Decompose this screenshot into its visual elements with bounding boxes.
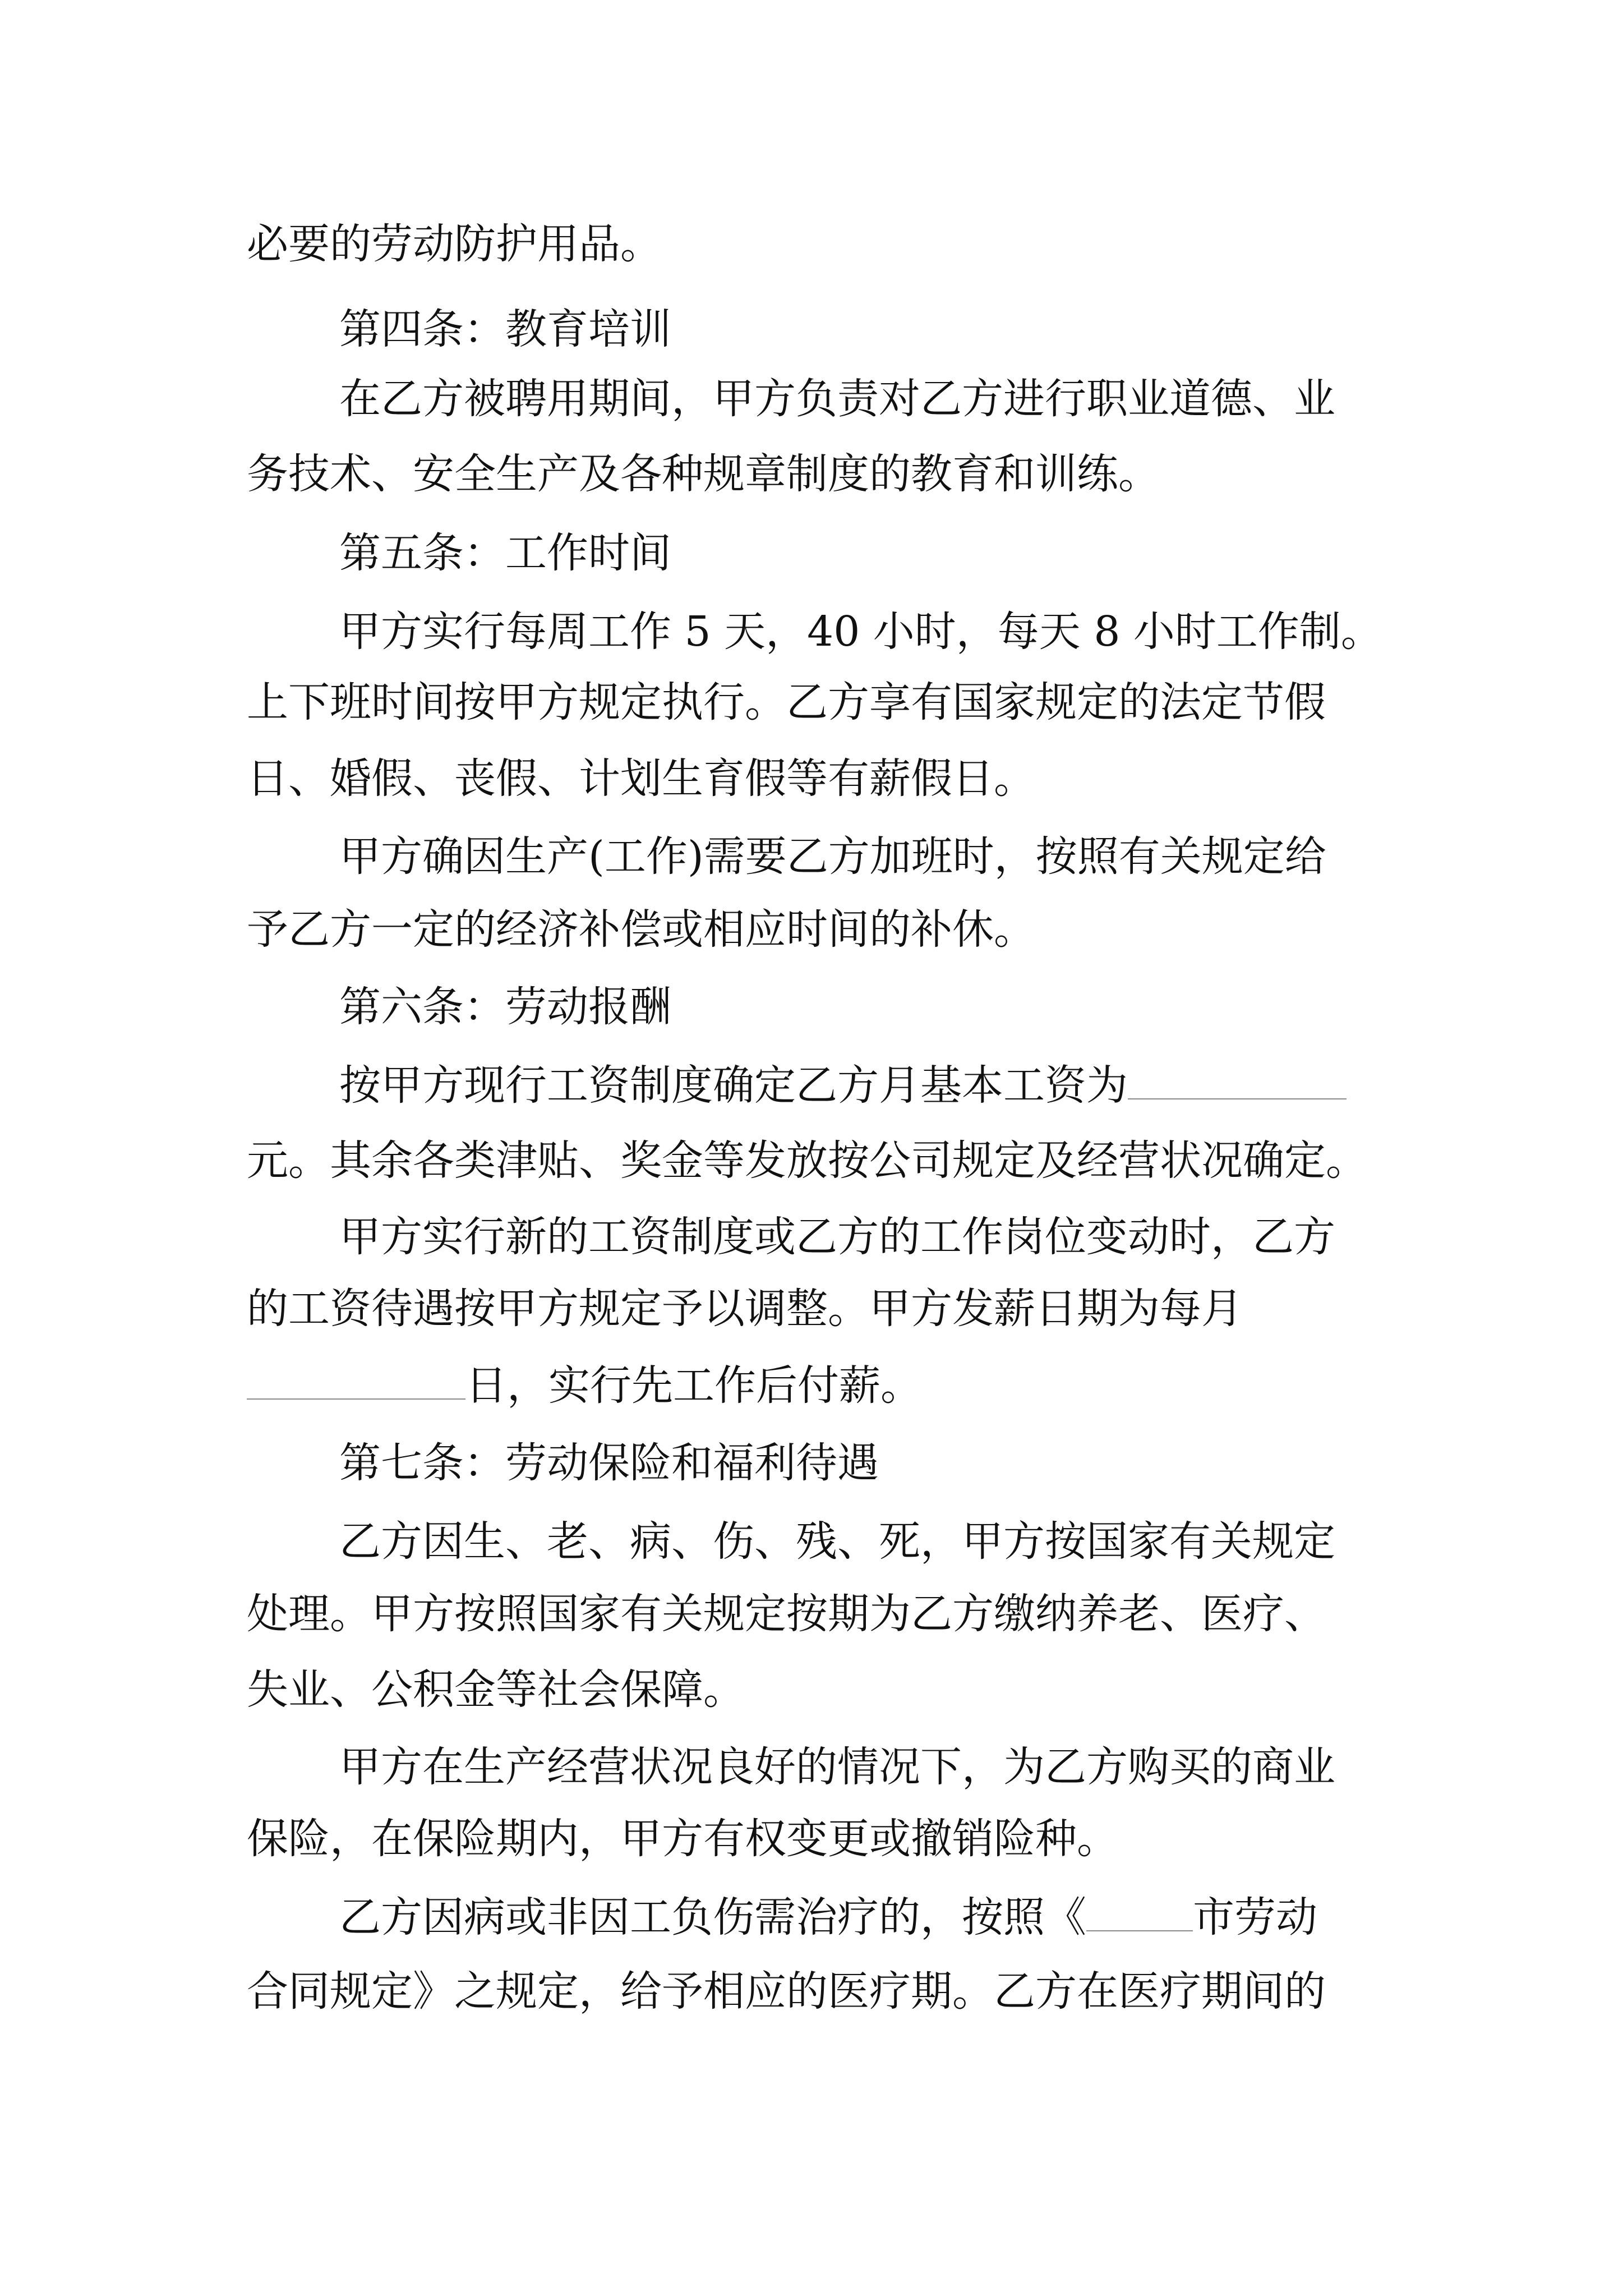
text-line: 元。其余各类津贴、奖金等发放按公司规定及经营状况确定。 bbox=[247, 1137, 1367, 1185]
medical-line bbox=[339, 1881, 1382, 1954]
text-line: 甲方确因生产(工作)需要乙方加班时，按照有关规定给 bbox=[339, 832, 1326, 881]
payday-text: 日，实行先工作后付薪。 bbox=[465, 1361, 922, 1410]
medical-text-end: 市劳动 bbox=[1193, 1893, 1317, 1941]
text-line: 上下班时间按甲方规定执行。乙方享有国家规定的法定节假 bbox=[247, 678, 1326, 726]
text-line: 甲方在生产经营状况良好的情况下，为乙方购买的商业 bbox=[339, 1743, 1335, 1791]
article-4-heading: 第四条：教育培训 bbox=[339, 305, 671, 353]
medical-text-start: 乙方因病或非因工负伤需治疗的，按照《 bbox=[339, 1893, 1086, 1941]
article-5-heading: 第五条：工作时间 bbox=[339, 529, 671, 577]
article-6-heading: 第六条：劳动报酬 bbox=[339, 983, 671, 1031]
city-name-blank[interactable] bbox=[1086, 1895, 1193, 1931]
text-line: 甲方实行每周工作 5 天，40 小时，每天 8 小时工作制。 bbox=[339, 608, 1382, 656]
payday-blank[interactable] bbox=[247, 1364, 465, 1400]
text-line: 必要的劳动防护用品。 bbox=[247, 220, 662, 268]
text-line: 的工资待遇按甲方规定予以调整。甲方发薪日期为每月 bbox=[247, 1285, 1243, 1333]
salary-line bbox=[339, 1049, 1382, 1122]
text-line: 务技术、安全生产及各种规章制度的教育和训练。 bbox=[247, 450, 1160, 498]
text-line: 失业、公积金等社会保障。 bbox=[247, 1665, 745, 1714]
text-line: 处理。甲方按照国家有关规定按期为乙方缴纳养老、医疗、 bbox=[247, 1590, 1326, 1638]
payday-line bbox=[247, 1349, 1380, 1422]
text-line: 合同规定》之规定，给予相应的医疗期。乙方在医疗期间的 bbox=[247, 1967, 1326, 2016]
text-line: 保险，在保险期内，甲方有权变更或撤销险种。 bbox=[247, 1815, 1118, 1863]
text-line: 甲方实行新的工资制度或乙方的工作岗位变动时，乙方 bbox=[339, 1213, 1335, 1261]
salary-amount-blank[interactable] bbox=[1128, 1064, 1347, 1099]
text-line: 日、婚假、丧假、计划生育假等有薪假日。 bbox=[247, 754, 1035, 803]
text-line: 在乙方被聘用期间，甲方负责对乙方进行职业道德、业 bbox=[339, 375, 1335, 423]
text-line: 予乙方一定的经济补偿或相应时间的补休。 bbox=[247, 905, 1035, 954]
salary-text: 按甲方现行工资制度确定乙方月基本工资为 bbox=[339, 1061, 1128, 1110]
text-line: 乙方因生、老、病、伤、残、死，甲方按国家有关规定 bbox=[339, 1517, 1335, 1566]
article-7-heading: 第七条：劳动保险和福利待遇 bbox=[339, 1439, 879, 1487]
